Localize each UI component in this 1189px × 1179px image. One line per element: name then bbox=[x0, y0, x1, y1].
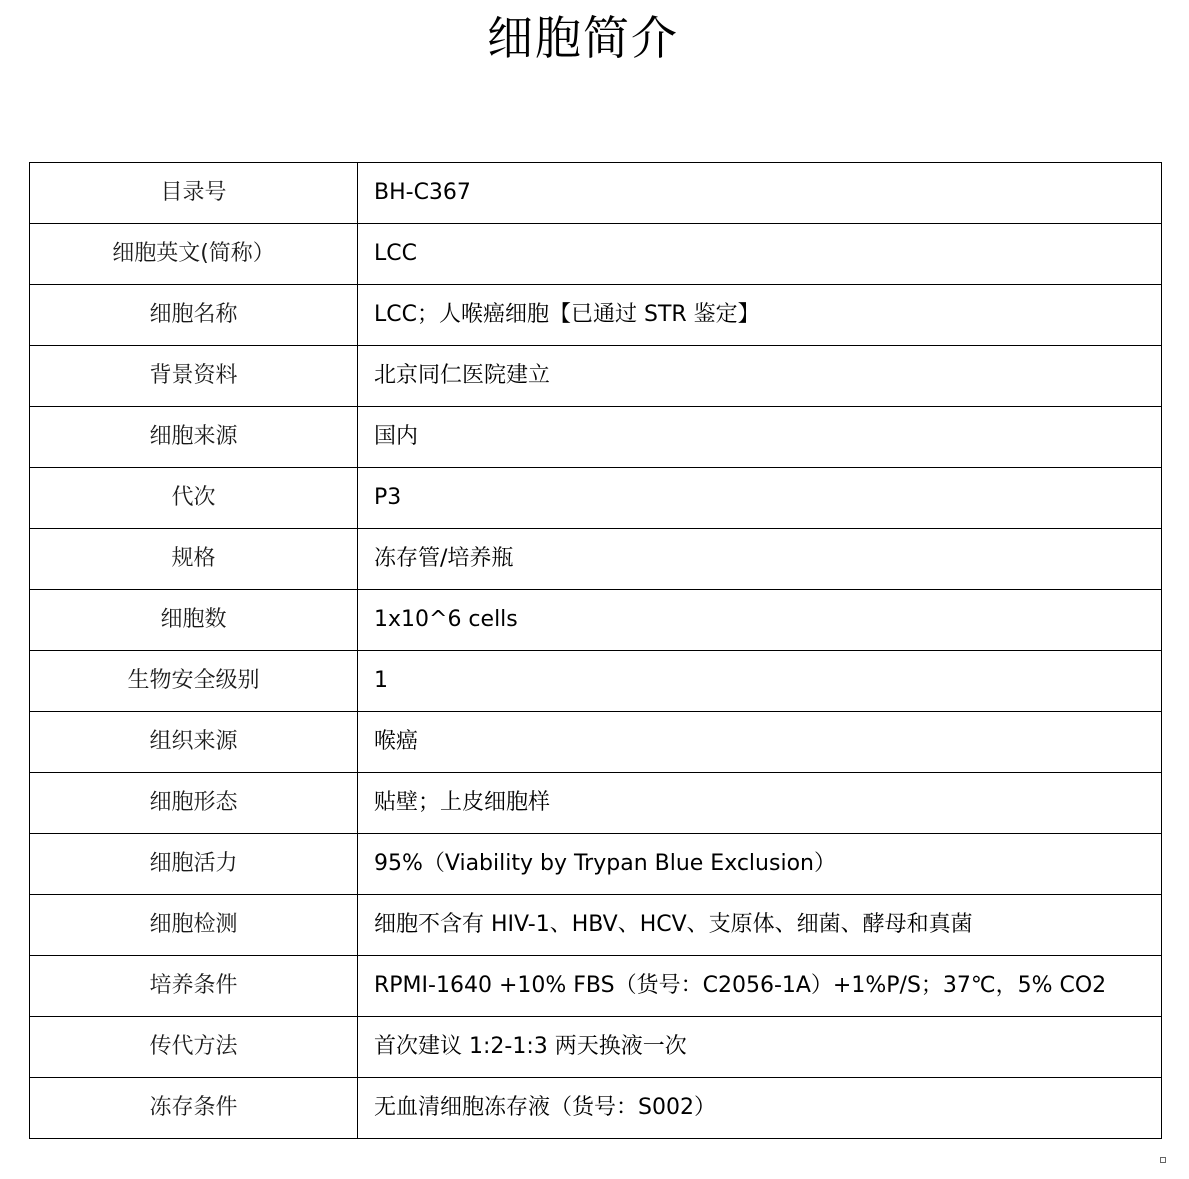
table-row bbox=[30, 895, 1162, 956]
table-row bbox=[30, 285, 1162, 346]
table-row bbox=[30, 651, 1162, 712]
table-row bbox=[30, 773, 1162, 834]
row-value: RPMI-1640 +10% FBS（货号：C2056-1A）+1%P/S；37℃，5% CO2 bbox=[358, 956, 1162, 1017]
row-value: 1x10^6 cells bbox=[358, 590, 1162, 651]
row-label: 细胞检测 bbox=[30, 895, 358, 956]
table-row bbox=[30, 224, 1162, 285]
row-label: 培养条件 bbox=[30, 956, 358, 1017]
row-value: 细胞不含有 HIV-1、HBV、HCV、支原体、细菌、酵母和真菌 bbox=[358, 895, 1162, 956]
table-row bbox=[30, 956, 1162, 1017]
row-label: 传代方法 bbox=[30, 1017, 358, 1078]
row-value: LCC；人喉癌细胞【已通过 STR 鉴定】 bbox=[358, 285, 1162, 346]
row-label: 细胞活力 bbox=[30, 834, 358, 895]
table-row bbox=[30, 712, 1162, 773]
row-value: 1 bbox=[358, 651, 1162, 712]
table-row bbox=[30, 346, 1162, 407]
row-label: 细胞来源 bbox=[30, 407, 358, 468]
row-value: P3 bbox=[358, 468, 1162, 529]
row-label: 背景资料 bbox=[30, 346, 358, 407]
table-row bbox=[30, 590, 1162, 651]
table-row bbox=[30, 468, 1162, 529]
row-label: 生物安全级别 bbox=[30, 651, 358, 712]
table-row bbox=[30, 1017, 1162, 1078]
row-label: 冻存条件 bbox=[30, 1078, 358, 1139]
table-resize-handle[interactable] bbox=[1160, 1157, 1166, 1163]
row-label: 细胞形态 bbox=[30, 773, 358, 834]
row-value: 国内 bbox=[358, 407, 1162, 468]
row-value: 首次建议 1:2-1:3 两天换液一次 bbox=[358, 1017, 1162, 1078]
table-row bbox=[30, 529, 1162, 590]
table-row bbox=[30, 1078, 1162, 1139]
row-label: 细胞名称 bbox=[30, 285, 358, 346]
page-title: 细胞简介 bbox=[487, 11, 679, 65]
row-value: 冻存管/培养瓶 bbox=[358, 529, 1162, 590]
row-value: 95%（Viability by Trypan Blue Exclusion） bbox=[358, 834, 1162, 895]
row-value: BH-C367 bbox=[358, 163, 1162, 224]
row-label: 规格 bbox=[30, 529, 358, 590]
row-value: 喉癌 bbox=[358, 712, 1162, 773]
cell-info-table bbox=[29, 162, 1162, 1139]
row-label: 代次 bbox=[30, 468, 358, 529]
row-value: LCC bbox=[358, 224, 1162, 285]
row-value: 北京同仁医院建立 bbox=[358, 346, 1162, 407]
table-row bbox=[30, 834, 1162, 895]
row-label: 细胞数 bbox=[30, 590, 358, 651]
row-value: 贴壁；上皮细胞样 bbox=[358, 773, 1162, 834]
row-label: 组织来源 bbox=[30, 712, 358, 773]
row-value: 无血清细胞冻存液（货号：S002） bbox=[358, 1078, 1162, 1139]
table-row bbox=[30, 407, 1162, 468]
row-label: 目录号 bbox=[30, 163, 358, 224]
row-label: 细胞英文(简称） bbox=[30, 224, 358, 285]
table-row bbox=[30, 163, 1162, 224]
